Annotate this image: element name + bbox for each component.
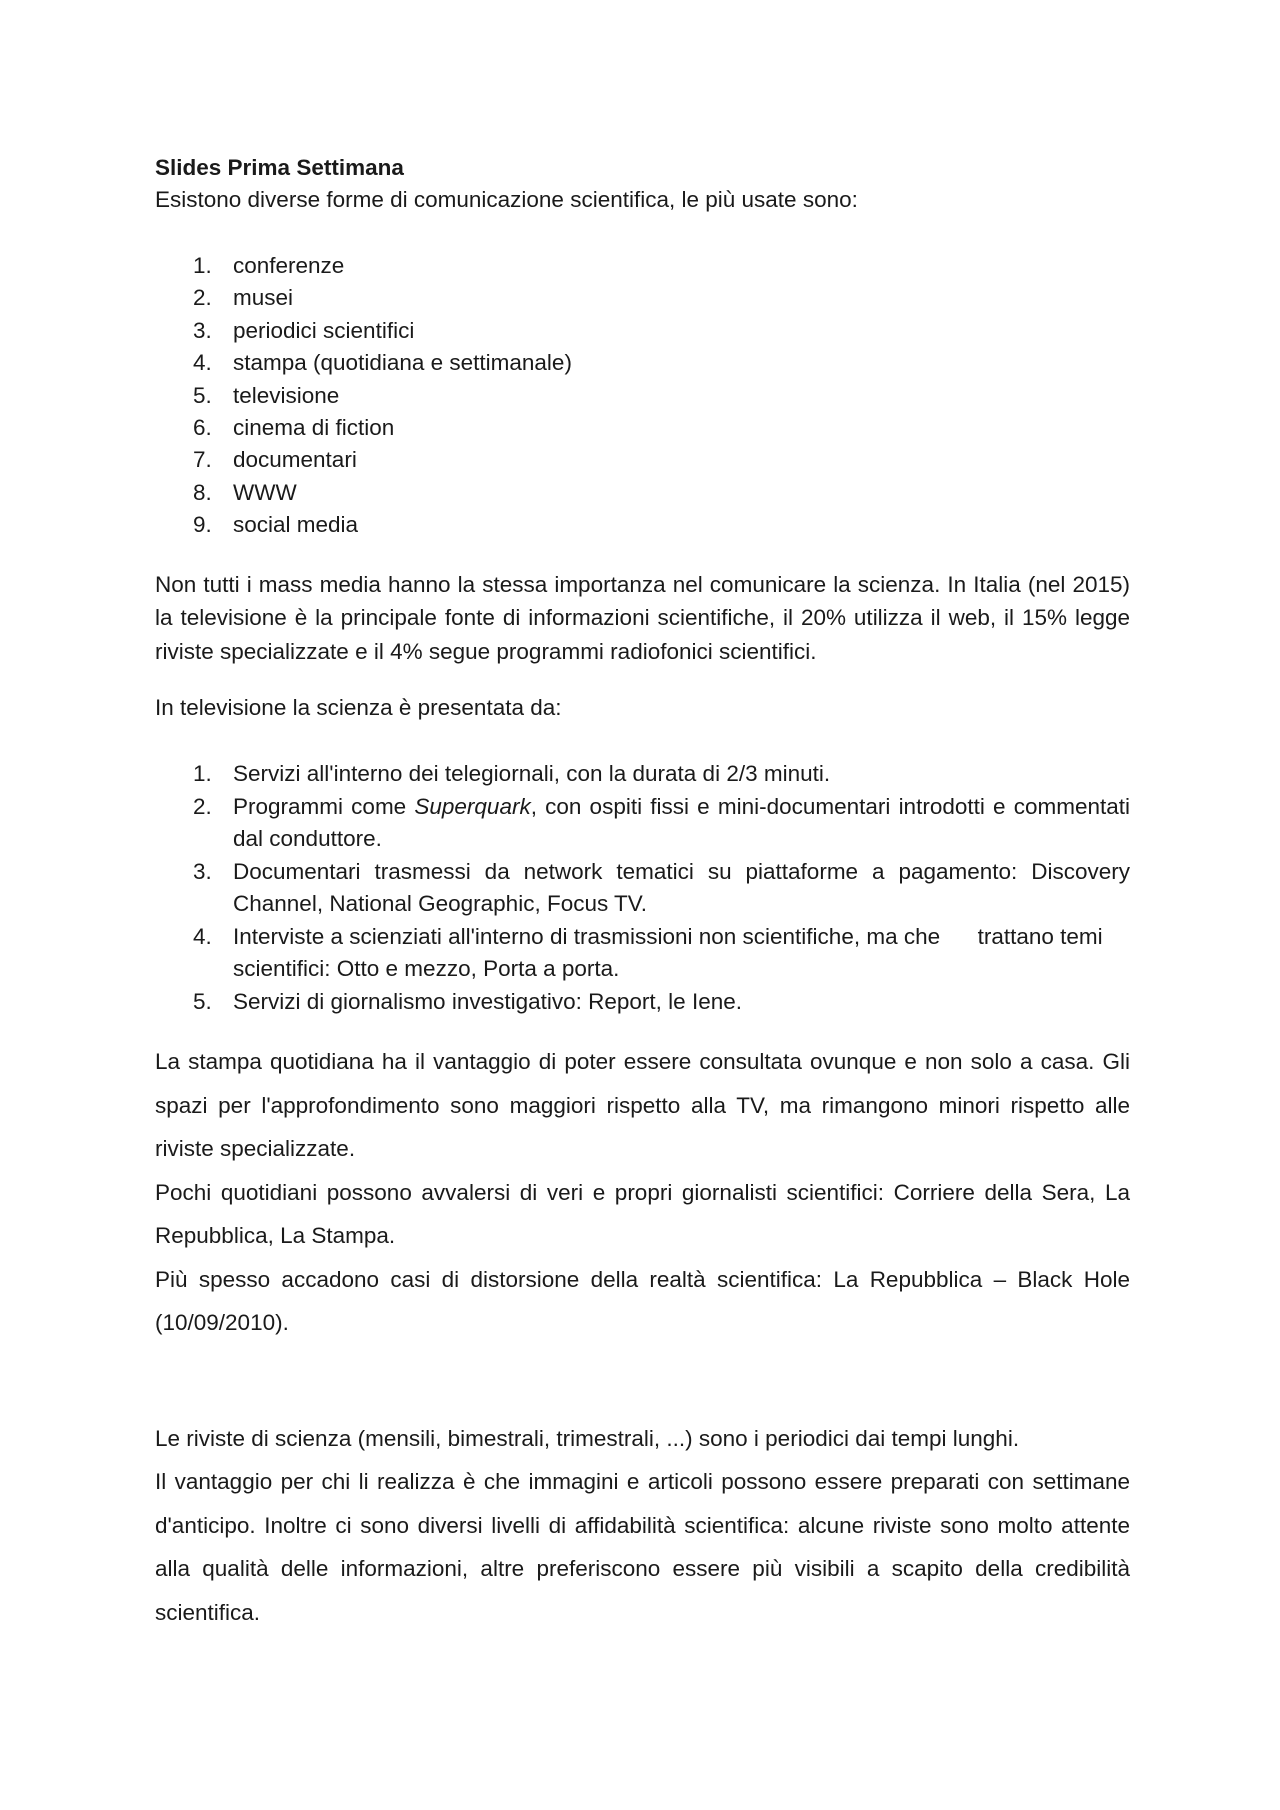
riviste-section (155, 1417, 1130, 1635)
list-item: 5. Servizi di giornalismo investigativo: Report, le Iene. (193, 988, 742, 1014)
stampa-paragraph-2: Pochi quotidiani possono avvalersi di veri e propri giornalisti scientifici: Corriere della Sera, La Repubblica, La Stampa. (155, 1179, 1130, 1249)
riviste-paragraph-1: Le riviste di scienza (mensili, bimestrali, trimestrali, ...) sono i periodici dai tempi lunghi. (155, 1425, 1020, 1451)
list-item: 2. Programmi come Superquark, con ospiti fissi e mini-documentari introdotti e commentati dal conduttore. (193, 793, 1130, 852)
document-page (155, 152, 1130, 1634)
tv-list (155, 758, 1130, 1018)
stampa-paragraph-1: La stampa quotidiana ha il vantaggio di poter essere consultata ovunque e non solo a casa. Gli spazi per l'approfondimento sono maggiori rispetto alla TV, ma rimangono minori rispetto alle riviste specializzate. (155, 1049, 1130, 1162)
list-item: 3. Documentari trasmessi da network tematici su piattaforme a pagamento: Discovery Channel, National Geographic, Focus TV. (193, 858, 1130, 917)
program-title: Superquark (414, 793, 531, 819)
list-item: 2. musei (193, 285, 294, 311)
list-item: 7. documentari (193, 447, 357, 473)
forms-list (155, 250, 1130, 542)
media-paragraph: Non tutti i mass media hanno la stessa importanza nel comunicare la scienza. In Italia (nel 2015) la televisione è la principale fonte di informazioni scientifiche, il 20% utilizza il web, il 15% legge riviste specializzate e il 4% segue programmi radiofonici scientifici. (155, 571, 1130, 664)
list-item: 9. social media (193, 512, 359, 538)
tv-intro: In televisione la scienza è presentata da: (155, 695, 562, 721)
list-item: 4. stampa (quotidiana e settimanale) (193, 350, 572, 376)
riviste-paragraph-2: Il vantaggio per chi li realizza è che immagini e articoli possono essere preparati con settimane d'anticipo. Inoltre ci sono diversi livelli di affidabilità scientifica: alcune riviste sono molto attente alla qualità delle informazioni, altre preferiscono essere più visibili a scapito della credibilità scientifica. (155, 1469, 1130, 1625)
list-item: 1. conferenze (193, 253, 345, 278)
list-item: 8. WWW (193, 479, 297, 505)
document-title: Slides Prima Settimana (155, 155, 404, 180)
list-item: 5. televisione (193, 382, 340, 408)
list-item: 4. Interviste a scienziati all'interno di trasmissioni non scientifiche, ma che trattano temi scientifici: Otto e mezzo, Porta a porta. (193, 923, 1109, 982)
list-item: 1. Servizi all'interno dei telegiornali, con la durata di 2/3 minuti. (193, 761, 831, 787)
intro-paragraph: Esistono diverse forme di comunicazione scientifica, le più usate sono: (155, 187, 858, 212)
stampa-section (155, 1040, 1130, 1345)
list-item: 6. cinema di fiction (193, 415, 395, 441)
list-item: 3. periodici scientifici (193, 317, 415, 343)
stampa-paragraph-3: Più spesso accadono casi di distorsione della realtà scientifica: La Repubblica – Black Hole (10/09/2010). (155, 1266, 1130, 1336)
